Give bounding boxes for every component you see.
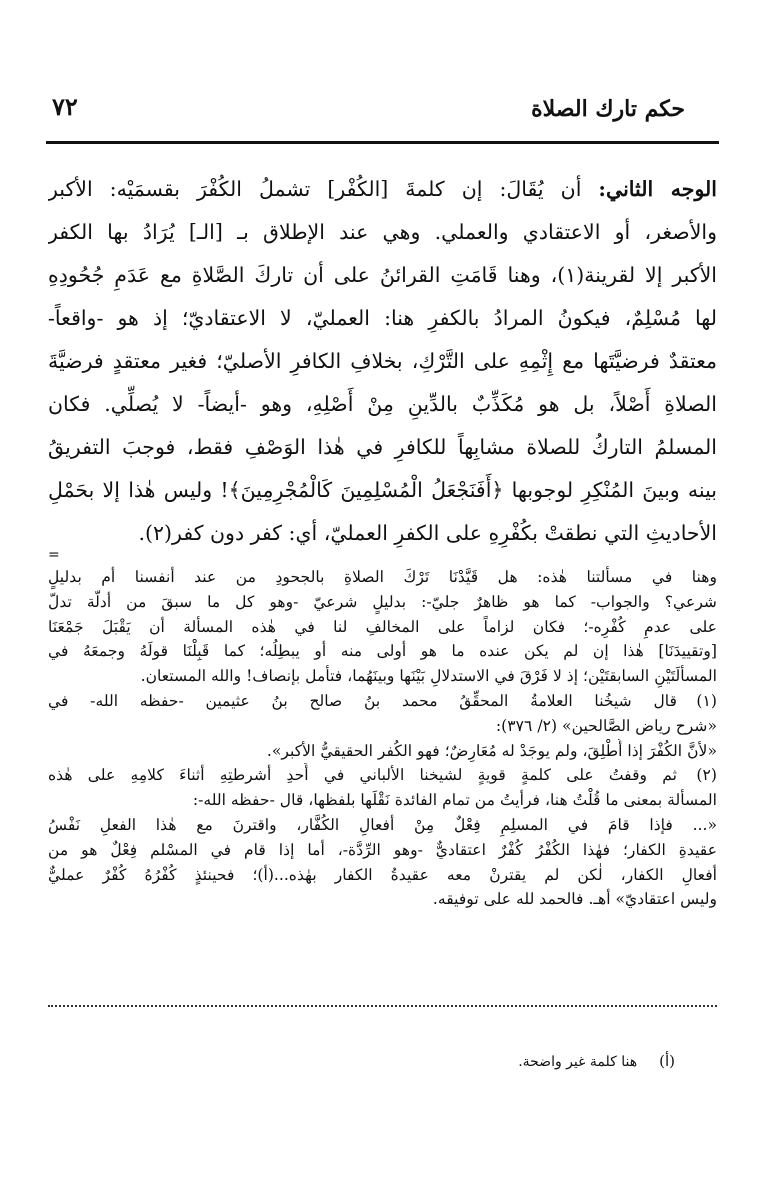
main-line-3: الأكبر إلا لقرينة(١)، وهنا قَامَتِ القرائنُ على أن تاركَ الصَّلاةِ مع عَدَمِ جُحُودِهِ bbox=[48, 263, 717, 287]
main-line-4: لها مُسْلِمٌ، فيكونُ المرادُ بالكفرِ هنا: العمليّ، لا الاعتقاديّ؛ إذ هو -واقعاً- bbox=[48, 306, 717, 330]
main-text bbox=[48, 168, 717, 555]
footnote-2-line-4: عقيدةِ الكفار؛ فهٰذا الكُفْرُ كُفْرٌ اعتقاديٌّ -وهو الرِّدَّة-، أما إذا قام في المسْلم فِعْلٌ هو من bbox=[48, 840, 717, 859]
footnote-2-text-1: ثم وقفتُ على كلمةٍ قويةٍ لشيخنا الألباني في أَحدِ أشرطتِهِ أثناءَ كلامِهِ على هٰذه bbox=[48, 766, 677, 785]
section-lead: الوجه الثاني: bbox=[598, 177, 717, 201]
footnote-1-line-3: «لأنَّ الكُفْرَ إذا أُطْلِقَ، ولم يوجَدْ له مُعَارِضٌ؛ فهو الكُفر الحقيقيُّ الأكبر». bbox=[266, 741, 717, 760]
main-line-1 bbox=[48, 168, 717, 211]
main-line-5: معتقدٌ فرضيَّتَها مع إِثْمِهِ على التَّرْكِ، بخلافِ الكافرِ الأصليّ؛ فغير معتقدٍ فرضيَّةَ bbox=[48, 349, 717, 373]
footnotes bbox=[48, 565, 717, 912]
main-line-1-text: أن يُقَالَ: إن كلمةَ [الكُفْر] تشملُ الكُفْرَ بقسمَيْه: الأكبر bbox=[48, 177, 599, 201]
continuation-line-3: على عدمِ كُفْرِه-؛ فكان لزاماً على المخالفِ لنا في هٰذه المسألة أن يَقْبَلَ جَمْعَنَا bbox=[48, 617, 717, 636]
page-header bbox=[46, 82, 719, 144]
header-rule bbox=[46, 141, 719, 144]
bottom-note bbox=[518, 1052, 675, 1070]
main-line-7: المسلمُ التاركُ للصلاة مشابِهاً للكافرِ في هٰذا الوَصْفِ فقط، فوجبَ التفريقُ bbox=[48, 435, 717, 459]
bottom-note-text: هنا كلمة غير واضحة. bbox=[518, 1054, 638, 1070]
continuation-line-5: المسألَتَيْنِ السابقتَيْن؛ إذ لا فَرْقَ في الاستدلالِ بَيْنَها وبينَهُما، فتأمل بإنصاف! والله المستعان. bbox=[140, 667, 717, 686]
continuation-line-1: وهنا في مسألتنا هٰذه: هل قَيَّدْنَا تَرْكَ الصلاةِ بالجحودِ من عند أنفسنا أم بدليلٍ bbox=[48, 568, 717, 586]
main-line-6: الصلاةِ أَصْلاً، بل هو مُكَذِّبٌ بالدِّينِ مِنْ أَصْلِهِ، وهو -أيضاً- لا يُصلِّي. فكان bbox=[48, 392, 717, 416]
bottom-note-number: (أ) bbox=[659, 1052, 675, 1070]
continuation-line-4: [وتقييدَنَا] هٰذا إن لم يكن عنده ما هو أولى منه أو يبطِلُه؛ كما قَبِلْنَا قولَهُ وجمعَهُ في bbox=[48, 642, 717, 661]
footnote-2-number: (٢) bbox=[696, 766, 717, 785]
footnote-2-line-3: «... فإذا قامَ في المسلِمِ فِعْلٌ مِنْ أفعالِ الكُفَّار، واقترنَ مع هٰذا الفعلِ نَفْسُ bbox=[48, 815, 717, 834]
footnote-1-text-1: قال شيخُنا العلامةُ المحقِّقُ محمد بنُ صالح بنُ عثيمين -حفظه الله- في bbox=[48, 691, 677, 710]
footnote-2-line-2: المسألة بمعنى ما قُلْتُ هنا، فرأيتُ من تمام الفائدة نَقْلَها بلفظها، قال -حفظه الله-: bbox=[192, 791, 717, 810]
continuation-line-2: شرعي؟ والجواب- كما هو ظاهرٌ جليّ-: بدليلٍ شرعيّ -وهو كل ما سبقَ من أدلّة تدلّ bbox=[48, 592, 717, 611]
footnote-2-line-5: أفعالِ الكفار، لٰكن لم يقترنْ معه عقيدةُ الكفار بهٰذه...(أ)؛ فحينئذٍ كُفْرُهُ كُفْرٌ عمليٌّ bbox=[48, 865, 717, 884]
page-number: ٧٢ bbox=[52, 92, 78, 121]
footnote-1-line-2: «شرح رياض الصَّالحين» (٢/ ٣٧٦): bbox=[495, 716, 717, 735]
main-line-9: الأحاديثِ التي نطقتْ بكُفْرِهِ على الكفرِ العمليّ، أي: كفر دون كفر(٢). bbox=[138, 521, 717, 545]
main-line-2: والأصغر، أو الاعتقادي والعملي. وهي عند الإطلاق بـ [الـ] يُرَادُ بها الكفر bbox=[48, 220, 717, 244]
footnote-1-number: (١) bbox=[696, 691, 717, 710]
footnote-1-line-1 bbox=[48, 689, 717, 714]
footnote-2-line-1 bbox=[48, 763, 717, 788]
continuation-mark: = bbox=[48, 547, 60, 563]
footnote-2-line-6: وليس اعتقاديّ» أهـ. فالحمد لله على توفيقه. bbox=[432, 890, 717, 909]
running-title: حكم تارك الصلاة bbox=[531, 96, 685, 122]
main-line-8: بينه وبينَ المُنْكِرِ لوجوبها ﴿أَفَنَجْعَلُ الْمُسْلِمِينَ كَالْمُجْرِمِينَ﴾! وليس هٰذا إلا بحَمْلِ bbox=[48, 478, 717, 502]
dotted-separator bbox=[48, 1005, 717, 1007]
